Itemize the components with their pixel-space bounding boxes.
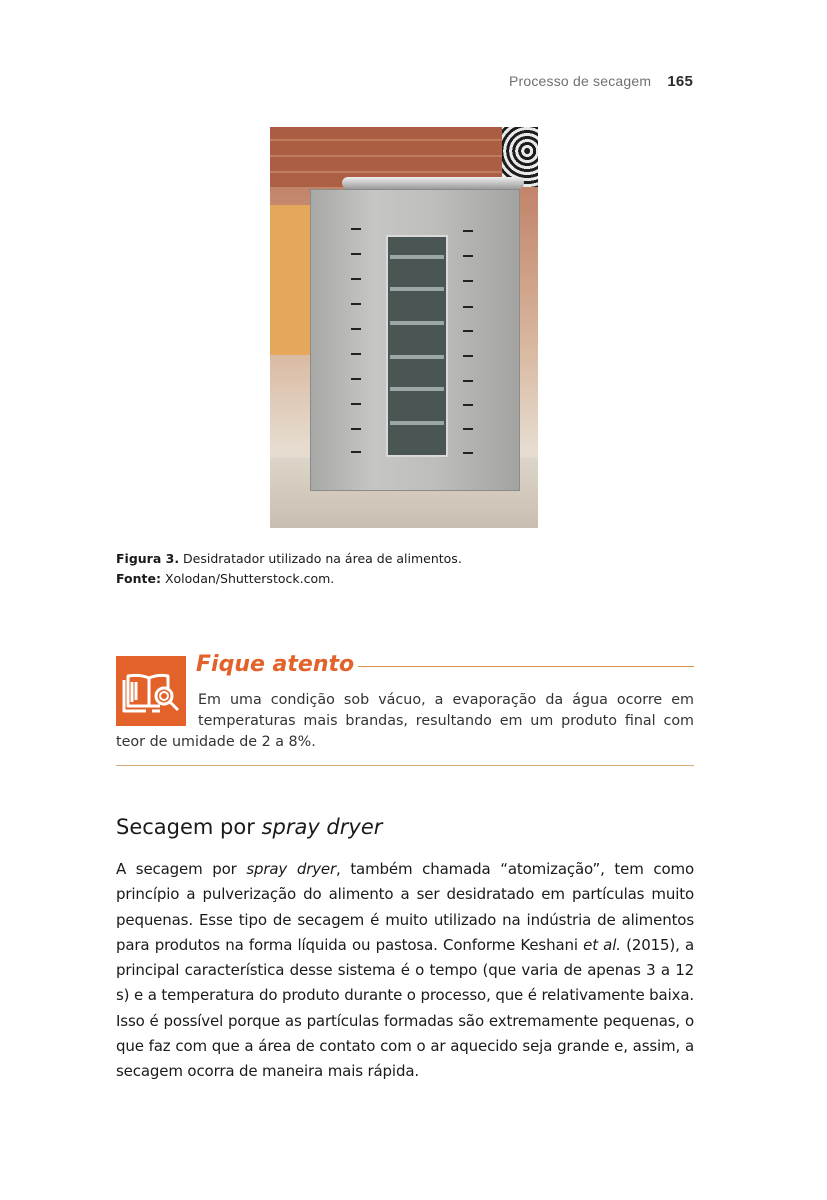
section-heading [116, 815, 382, 839]
dehydrator-handle [342, 177, 524, 189]
vent-slot [351, 278, 361, 280]
vent-slot [463, 355, 473, 357]
tray [390, 355, 444, 359]
vent-slot [463, 404, 473, 406]
vent-slot [351, 228, 361, 230]
dehydrator-photo [270, 127, 538, 528]
vent-slot [463, 280, 473, 282]
dehydrator-cabinet [310, 189, 520, 491]
dehydrator-window [386, 235, 448, 457]
section-heading-text: Secagem por [116, 815, 262, 839]
vent-slot [351, 428, 361, 430]
vent-slot [463, 230, 473, 232]
page-number: 165 [667, 73, 693, 90]
vent-slot [463, 380, 473, 382]
vent-slot [463, 255, 473, 257]
tray [390, 421, 444, 425]
figure-source-label: Fonte: [116, 571, 161, 586]
vent-slot [463, 330, 473, 332]
chapter-title: Processo de secagem [508, 73, 652, 89]
callout-bottom-rule [116, 765, 694, 766]
yellow-box-background [270, 205, 310, 355]
tray [390, 255, 444, 259]
vent-slot [351, 378, 361, 380]
vent-slot [463, 306, 473, 308]
figure-caption [116, 549, 462, 589]
vent-slot [463, 428, 473, 430]
paragraph-italic-term: spray dryer [246, 860, 337, 878]
vent-slot [351, 253, 361, 255]
paragraph-text: (2015), a principal característica desse sistema é o tempo (que varia de apenas 3 a 12 s) e a temperatura do produto durante o processo, que é relativamente baixa. Isso é possível porque as partículas formadas são extremamente pequenas, o que faz com que a área de contato com o ar aquecido seja grande e, assim, a secagem ocorra de maneira mais rápida. [116, 935, 695, 1081]
vent-slot [351, 353, 361, 355]
paragraph-text: A secagem por [116, 860, 247, 878]
vent-slot [351, 303, 361, 305]
paragraph-italic-term: et al. [583, 935, 621, 954]
paragraph-text: , também chamada “atomização”, tem como princípio a pulverização do alimento a ser desidratado em partículas muito pequenas. Esse tipo de secagem é muito utilizado na indústria de alimentos para produtos na forma líquida ou pastosa. Conforme Keshani [116, 860, 694, 954]
vent-slot [351, 328, 361, 330]
vent-slot [351, 403, 361, 405]
callout-title-rule [358, 666, 694, 667]
section-heading-italic: spray dryer [261, 815, 383, 839]
callout-text: Em uma condição sob vácuo, a evaporação da água ocorre em temperaturas mais brandas, resultando em um produto final com teor de umidade de 2 a 8%. [116, 692, 694, 750]
figure-caption-text: Desidratador utilizado na área de alimentos. [179, 551, 462, 566]
tray [390, 287, 444, 291]
tray [390, 321, 444, 325]
running-header [509, 73, 693, 90]
figure-label: Figura 3. [116, 551, 180, 566]
body-paragraph [116, 857, 694, 1085]
figure-source: Xolodan/Shutterstock.com. [160, 571, 335, 586]
vent-slot [463, 452, 473, 454]
tray [390, 387, 444, 391]
callout-title: Fique atento [196, 652, 355, 677]
vent-slot [351, 451, 361, 453]
